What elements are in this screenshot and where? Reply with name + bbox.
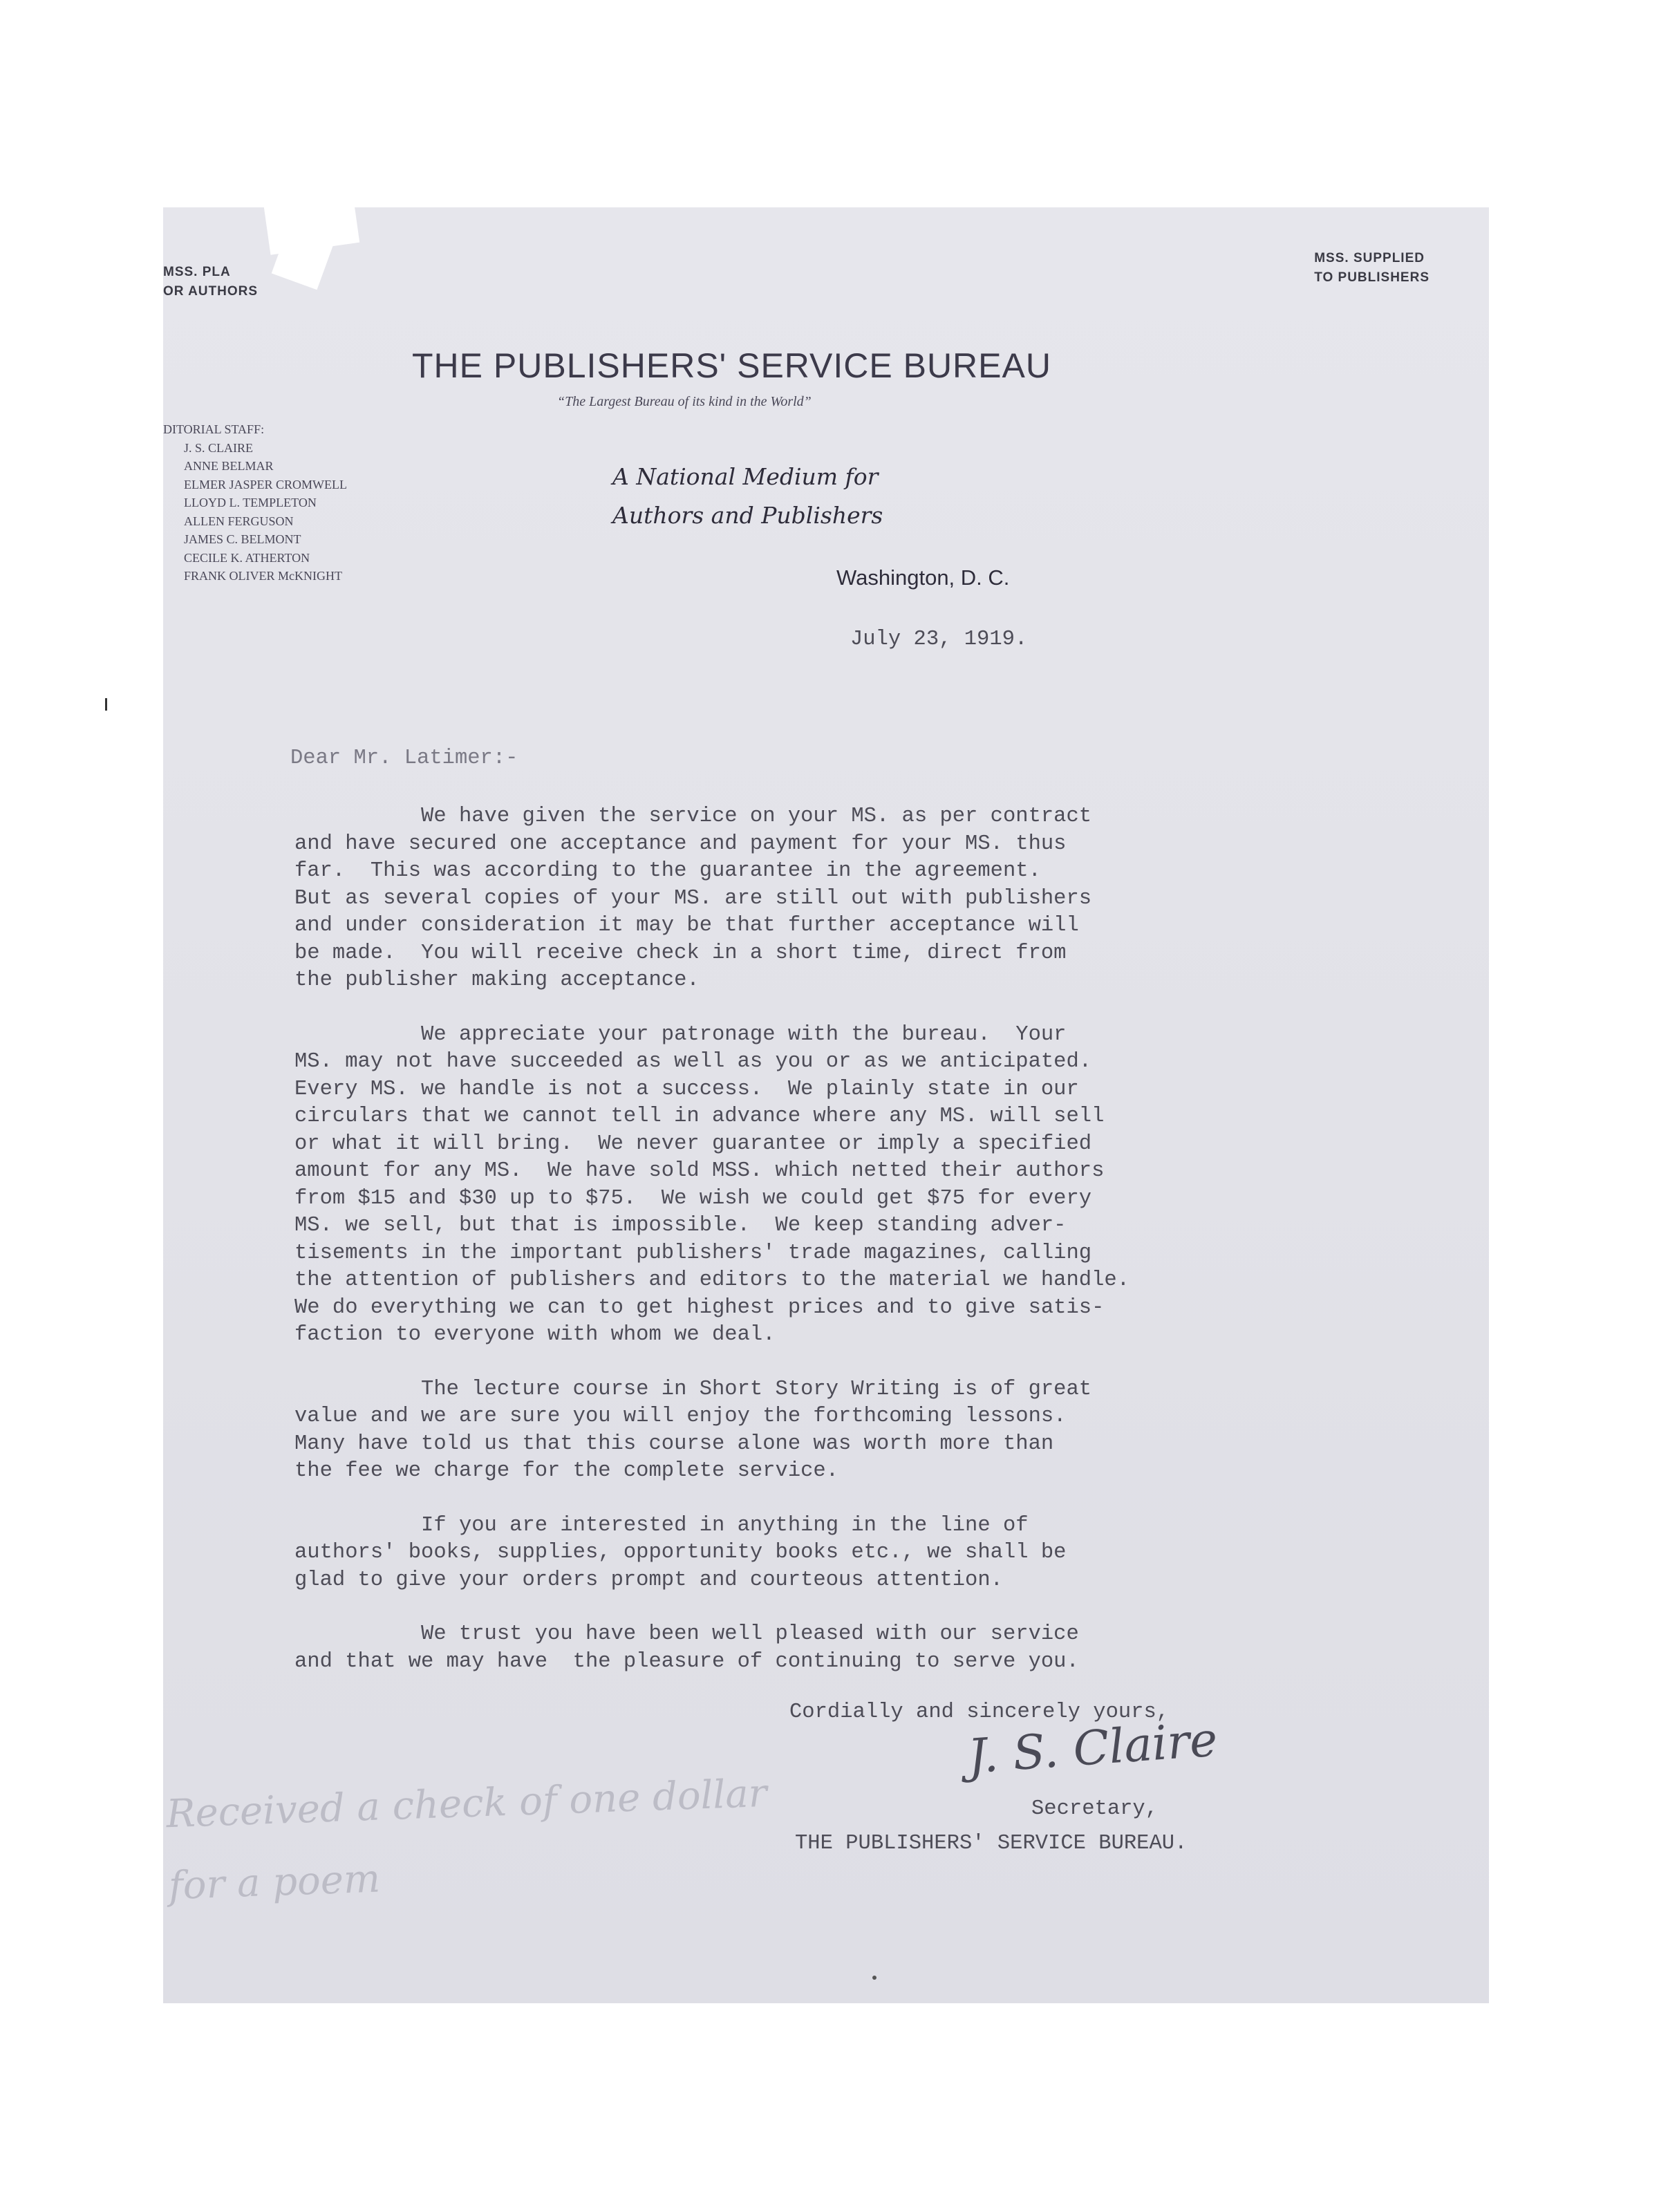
salutation: Dear Mr. Latimer:- xyxy=(290,747,518,770)
editorial-staff-list xyxy=(163,420,347,585)
staff-name: CECILE K. ATHERTON xyxy=(184,550,310,565)
pencil-annotation: Received a check of one dollar for a poem xyxy=(165,1770,768,1909)
signer-organization: THE PUBLISHERS' SERVICE BUREAU. xyxy=(795,1832,1188,1855)
signer-title: Secretary, xyxy=(1031,1797,1159,1821)
body-paragraph: If you are interested in anything in the line of authors' books, supplies, opportunity books etc., we shall be glad to give your orders prompt and courteous attention. xyxy=(294,1513,1067,1592)
body-paragraph: We trust you have been well pleased with our service and that we may have the pleasure of continuing to serve you. xyxy=(294,1622,1079,1674)
staff-name: FRANK OLIVER McKNIGHT xyxy=(184,569,342,583)
corner-right-line: MSS. SUPPLIED xyxy=(1314,251,1425,265)
letter-body xyxy=(294,803,1400,1703)
corner-right-line: TO PUBLISHERS xyxy=(1314,270,1430,285)
staff-name: JAMES C. BELMONT xyxy=(184,532,301,546)
bureau-tagline: “The Largest Bureau of its kind in the World” xyxy=(557,394,812,409)
staff-heading: DITORIAL STAFF: xyxy=(163,422,265,436)
corner-left-line: MSS. PLA xyxy=(163,265,231,279)
bureau-title: THE PUBLISHERS' SERVICE BUREAU xyxy=(412,346,1051,385)
handwritten-signature: J. S. Claire xyxy=(966,1712,1219,1785)
letterhead-corner-right xyxy=(1314,249,1430,288)
letter-closing: Cordially and sincerely yours, xyxy=(789,1700,1170,1724)
staff-name: J. S. CLAIRE xyxy=(184,440,254,455)
body-paragraph: The lecture course in Short Story Writing is of great value and we are sure you will enjoy the forthcoming lessons. Many have told us that this course alone was worth more than the fee we charge for the complete service. xyxy=(294,1377,1092,1483)
corner-left-line: OR AUTHORS xyxy=(163,284,259,299)
bureau-motto xyxy=(612,458,883,535)
letter-date: July 23, 1919. xyxy=(850,628,1028,651)
staff-name: ELMER JASPER CROMWELL xyxy=(184,477,348,491)
letterhead-city: Washington, D. C. xyxy=(836,565,1010,590)
staff-name: LLOYD L. TEMPLETON xyxy=(184,496,317,509)
motto-line: Authors and Publishers xyxy=(612,502,883,529)
letterhead-corner-left xyxy=(163,263,258,301)
staff-name: ANNE BELMAR xyxy=(184,459,274,473)
letter-sheet xyxy=(163,207,1489,2003)
body-paragraph: We have given the service on your MS. as per contract and have secured one acceptance and payment for your MS. thus far. This was according to the guarantee in the agreement. But as several copies of your MS. are still out with publishers and under consideration it may be that further acceptance will be made. You will receive check in a short time, direct from the publisher making acceptance. xyxy=(294,805,1092,992)
edge-mark xyxy=(105,698,107,711)
paper-speck xyxy=(872,1976,877,1980)
staff-name: ALLEN FERGUSON xyxy=(184,514,294,528)
motto-line: A National Medium for xyxy=(612,463,879,490)
body-paragraph: We appreciate your patronage with the bureau. Your MS. may not have succeeded as well as you or as we anticipated. Every MS. we handle is not a success. We plainly state in our circulars that we cannot tell in advance where any MS. will sell or what it will bring. We never guarantee or imply a specified amount for any MS. We have sold MSS. which netted their authors from $15 and $30 up to $75. We wish we could get $75 for every MS. we sell, but that is impossible. We keep standing adver- tisements in the important publishers' trade magazines, calling the attention of publishers and editors to the material we handle. We do everything we can to get highest prices and to give satis- faction to everyone with whom we deal. xyxy=(294,1022,1130,1347)
